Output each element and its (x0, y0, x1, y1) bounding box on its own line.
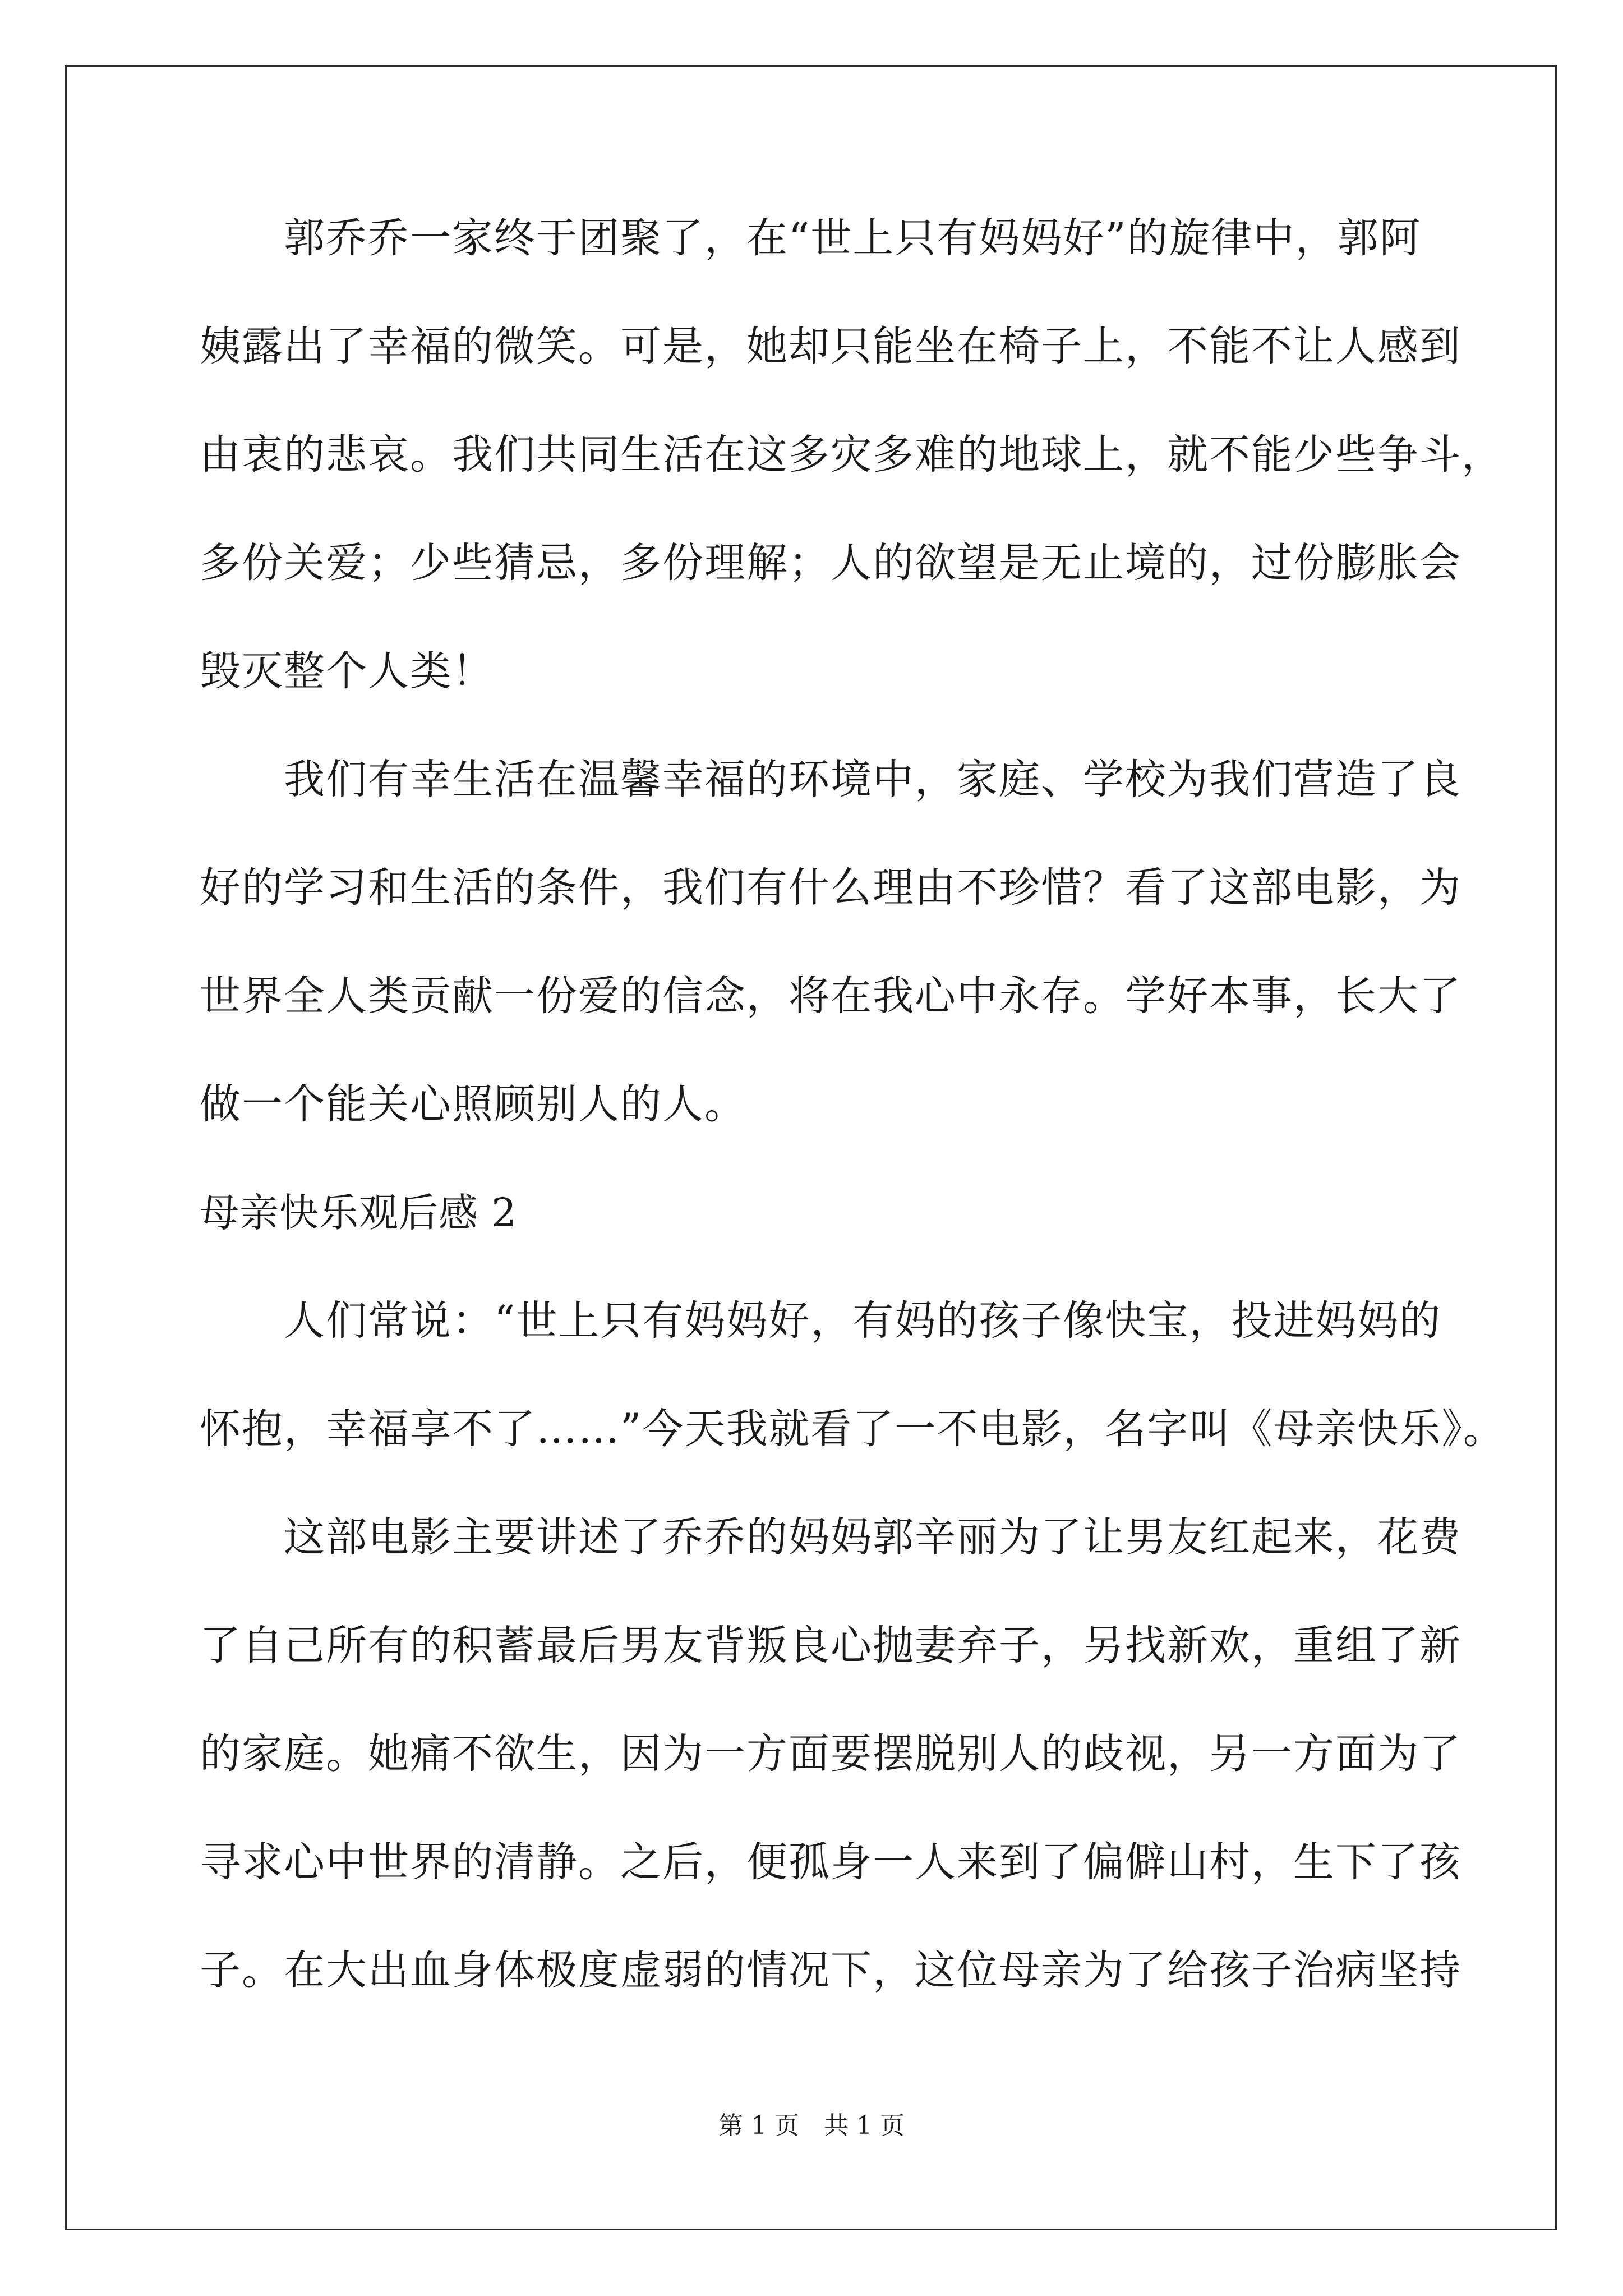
paragraph-line: 毁灭整个人类！ (200, 647, 494, 695)
paragraph-line: 多份关爱；少些猜忌，多份理解；人的欲望是无止境的，过份膨胀会 (200, 539, 1461, 587)
paragraph-line: 这部电影主要讲述了乔乔的妈妈郭辛丽为了让男友红起来，花费 (200, 1513, 1461, 1561)
paragraph-line: 姨露出了幸福的微笑。可是，她却只能坐在椅子上，不能不让人感到 (200, 323, 1461, 370)
paragraph-line: 子。在大出血身体极度虚弱的情况下，这位母亲为了给孩子治病坚持 (200, 1947, 1461, 1994)
paragraph-line: 郭乔乔一家终于团聚了，在“世上只有妈妈好”的旋律中，郭阿 (200, 214, 1422, 262)
paragraph-line: 了自己所有的积蓄最后男友背叛良心抛妻弃子，另找新欢，重组了新 (200, 1622, 1461, 1669)
paragraph-line: 由衷的悲哀。我们共同生活在这多灾多难的地球上，就不能少些争斗， (200, 431, 1504, 478)
paragraph-line: 怀抱，幸福享不了……”今天我就看了一不电影，名字叫《母亲快乐》。 (200, 1405, 1505, 1453)
paragraph-line: 寻求心中世界的清静。之后，便孤身一人来到了偏僻山村，生下了孩 (200, 1838, 1461, 1886)
paragraph-line: 好的学习和生活的条件，我们有什么理由不珍惜？看了这部电影，为 (200, 864, 1461, 912)
page-border (65, 65, 1557, 2230)
paragraph-line: 世界全人类贡献一份爱的信念，将在我心中永存。学好本事，长大了 (200, 972, 1461, 1020)
paragraph-line: 的家庭。她痛不欲生，因为一方面要摆脱别人的歧视，另一方面为了 (200, 1730, 1461, 1778)
paragraph-line: 人们常说：“世上只有妈妈好，有妈的孩子像快宝，投进妈妈的 (200, 1297, 1442, 1345)
section-title: 母亲快乐观后感 2 (200, 1190, 517, 1236)
paragraph-line: 我们有幸生活在温馨幸福的环境中，家庭、学校为我们营造了良 (200, 756, 1461, 803)
paragraph-line: 做一个能关心照顾别人的人。 (200, 1080, 746, 1128)
page-number: 第 1 页 共 1 页 (718, 2111, 905, 2140)
